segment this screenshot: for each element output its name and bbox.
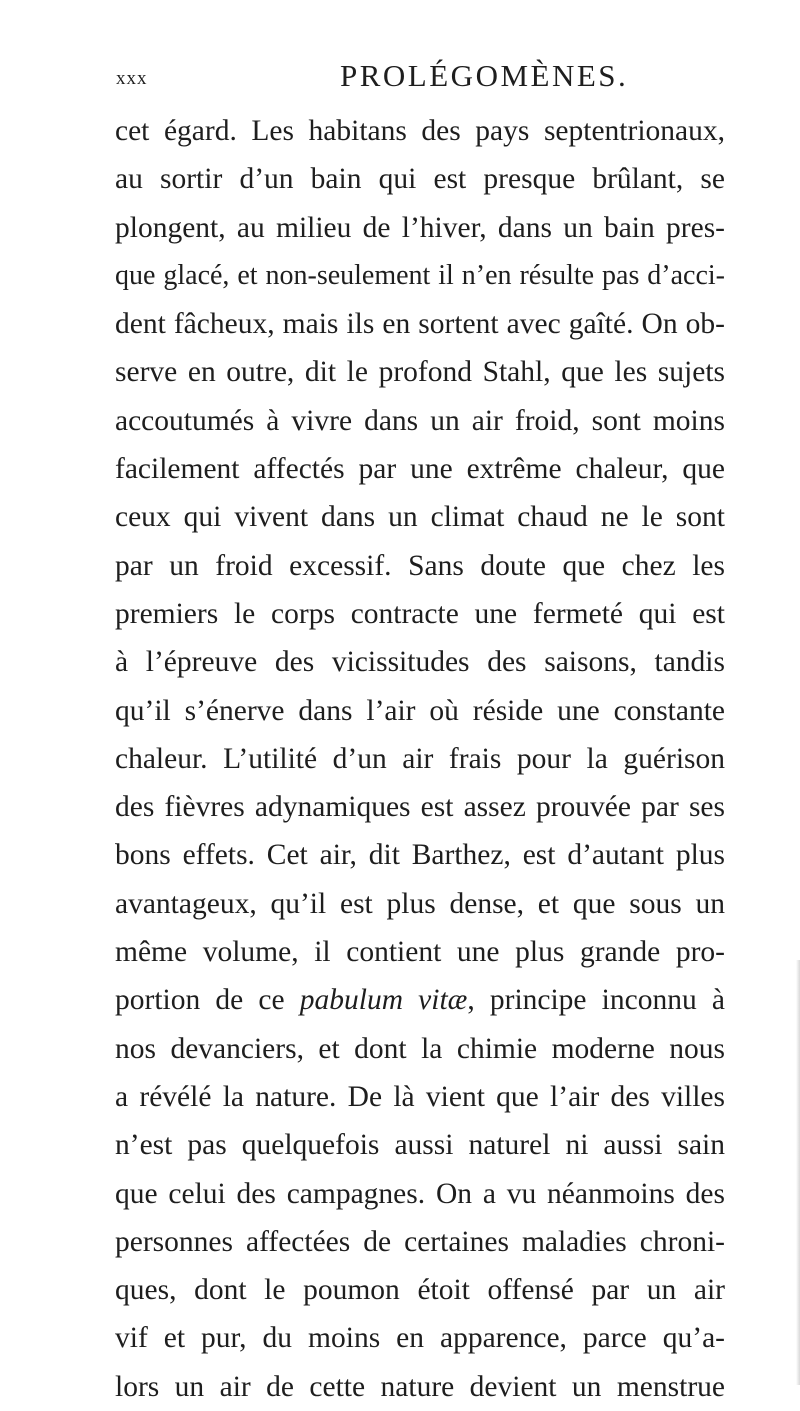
running-title: PROLÉGOMÈNES. [340,58,629,93]
text-line: dent fâcheux, mais ils en sortent avec gaîté. On ob- [115,308,725,341]
text-line: lors un air de cette nature devient un menstrue [115,1370,725,1403]
text-line: cet égard. Les habitans des pays septentrionaux, [115,115,725,147]
page-number: xxx [116,68,148,89]
text-line-with-italic [115,976,725,1024]
text-line: personnes affectées de certaines maladies chroni- [115,1225,725,1258]
text-line: par un froid excessif. Sans doute que chez les [115,549,725,582]
body-text [115,107,725,1411]
text-line: plongent, au milieu de l’hiver, dans un bain pres- [115,211,725,244]
text-line: avantageux, qu’il est plus dense, et que sous un [115,887,725,920]
text-line: n’est pas quelquefois aussi naturel ni aussi sain [115,1129,725,1162]
text-line: vif et pur, du moins en apparence, parce qu’a- [115,1322,725,1355]
text-line: chaleur. L’utilité d’un air frais pour la guérison [115,742,725,775]
text-fragment: , principe inconnu à [467,984,725,1017]
text-line: accoutumés à vivre dans un air froid, sont moins [115,404,725,437]
page-header [110,58,720,98]
text-line: ques, dont le poumon étoit offensé par un air [115,1274,725,1307]
text-line: a révélé la nature. De là vient que l’air des villes [115,1080,725,1113]
text-line: à l’épreuve des vicissitudes des saisons, tandis [115,646,725,679]
text-line: ceux qui vivent dans un climat chaud ne le sont [115,501,725,534]
text-fragment: portion de ce [115,984,300,1017]
text-line: qu’il s’énerve dans l’air où réside une constante [115,694,725,727]
text-line: bons effets. Cet air, dit Barthez, est d’autant plus [115,839,725,872]
text-line: nos devanciers, et dont la chimie moderne nous [115,1032,725,1065]
text-line: des fièvres adynamiques est assez prouvée par ses [115,791,725,824]
text-line: que glacé, et non-seulement il n’en résulte pas d’acci- [115,259,725,291]
text-line: premiers le corps contracte une fermeté qui est [115,597,725,630]
text-line: serve en outre, dit le profond Stahl, que les sujets [115,356,725,389]
italic-phrase: pabulum vitæ [299,984,468,1017]
text-line: que celui des campagnes. On a vu néanmoins des [115,1177,725,1210]
text-line: même volume, il contient une plus grande pro- [115,936,725,969]
page-edge-shadow [796,960,800,1385]
text-line: facilement affectés par une extrême chaleur, que [115,453,725,486]
text-line: au sortir d’un bain qui est presque brûlant, se [115,163,725,196]
